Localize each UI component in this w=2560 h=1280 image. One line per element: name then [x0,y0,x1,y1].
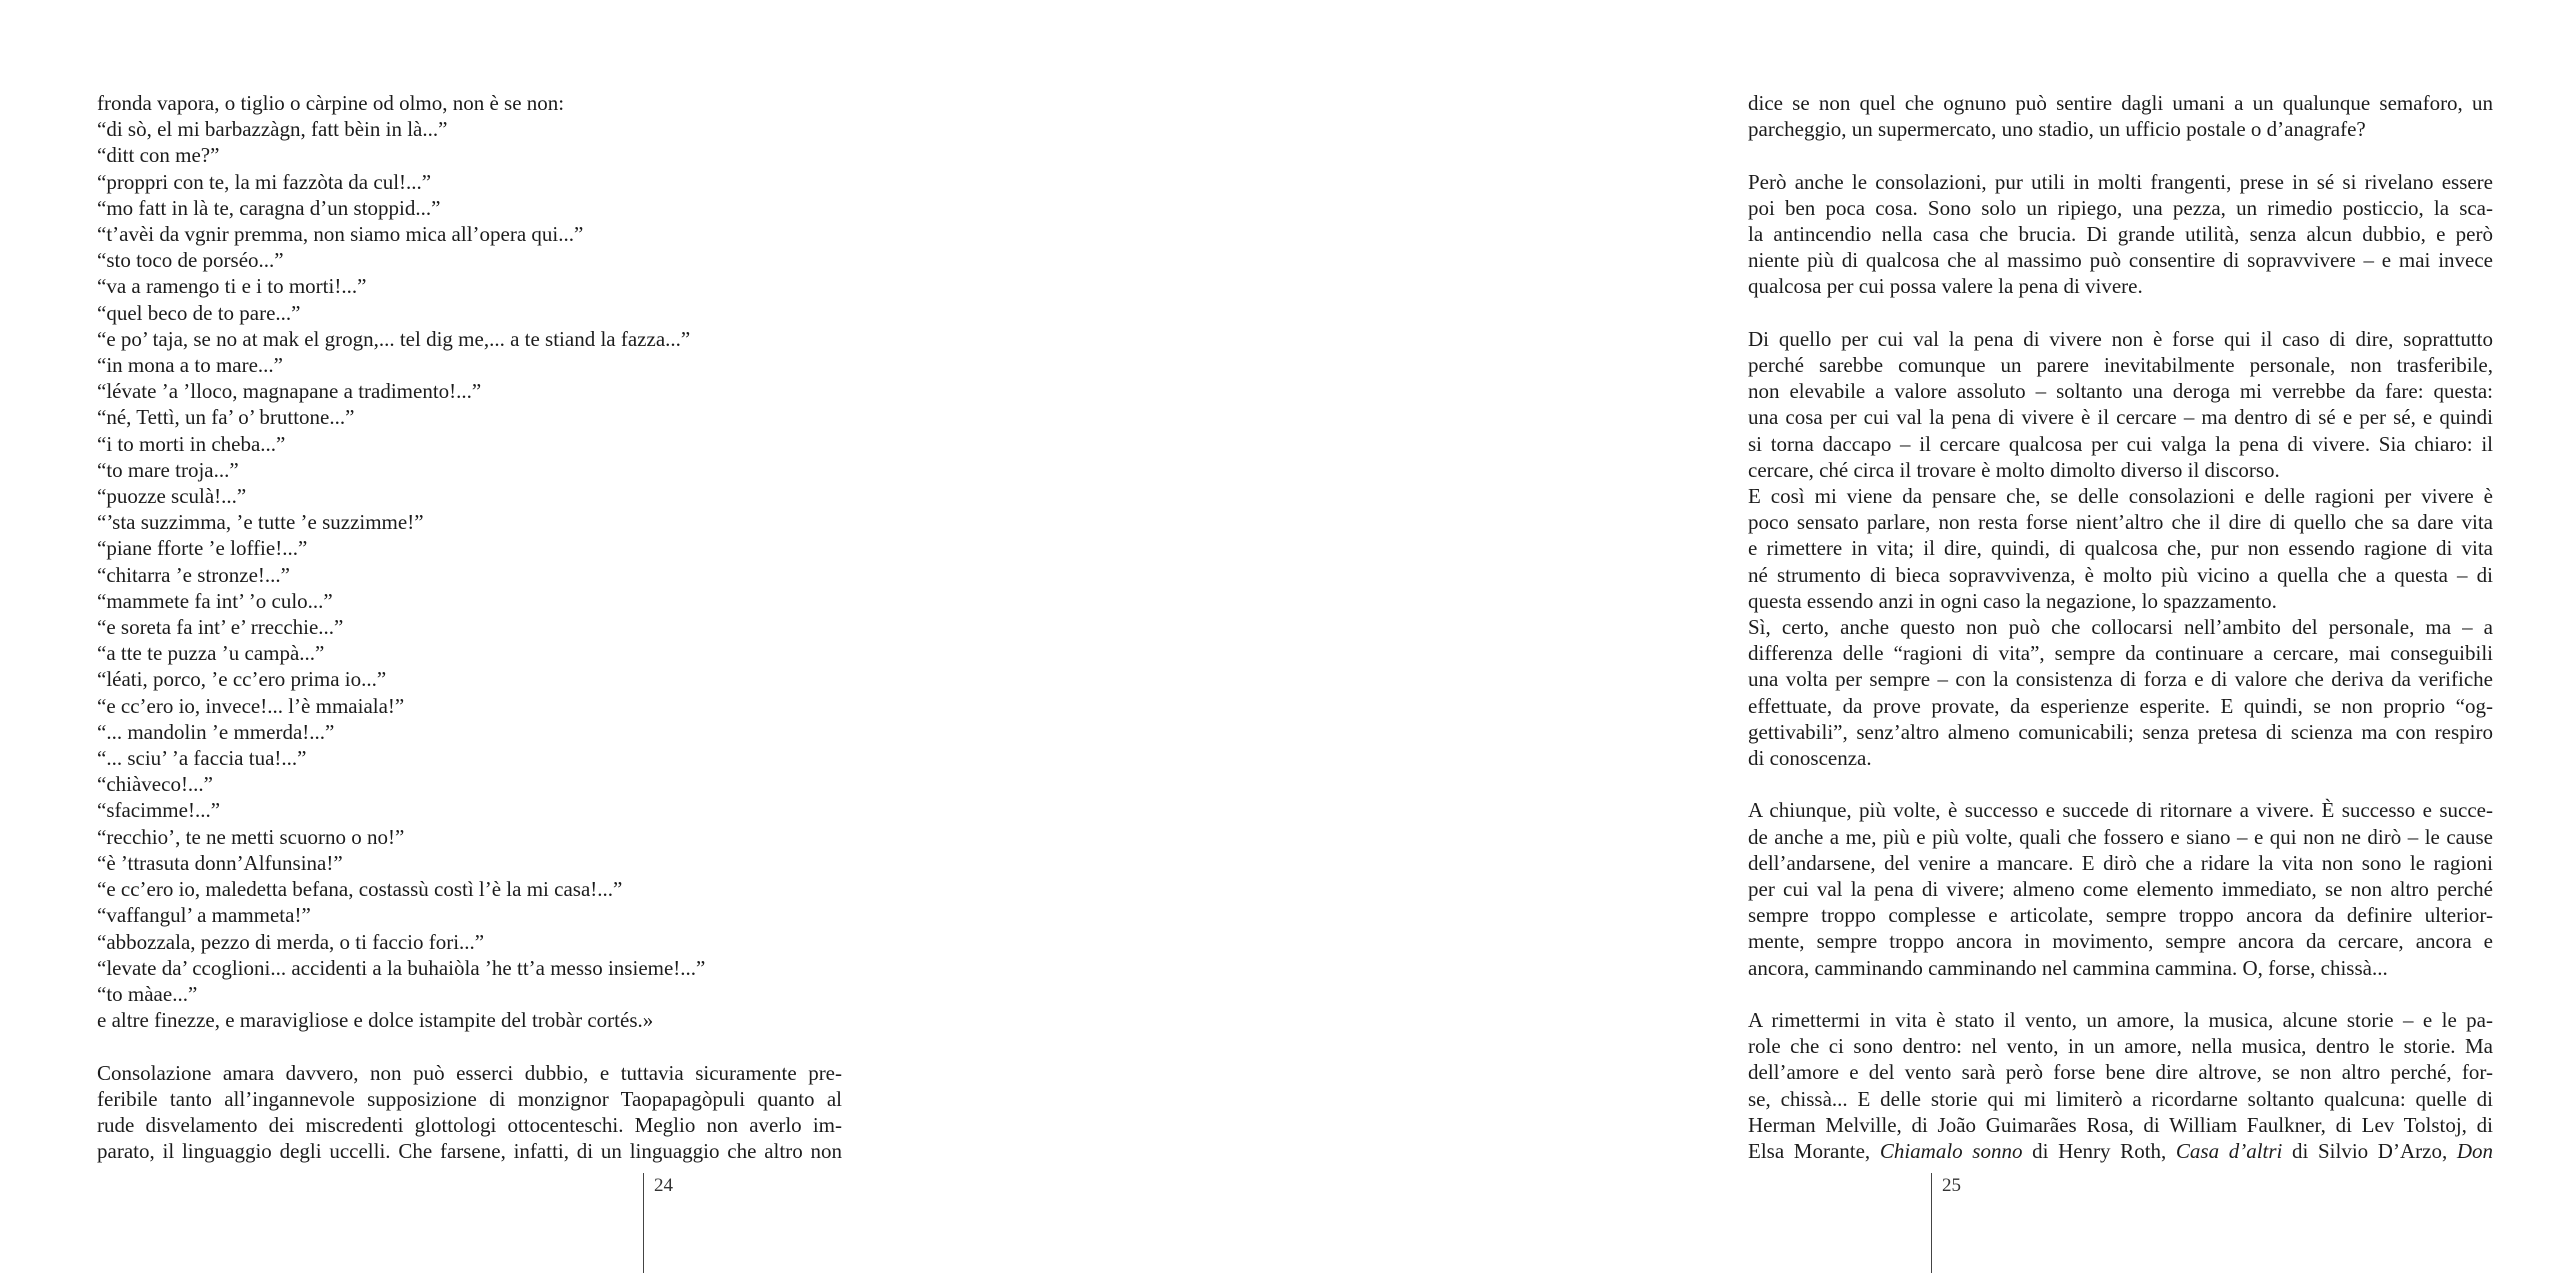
text-line: “proppri con te, la mi fazzòta da cul!...” [97,169,432,194]
text-line: rude disvelamento dei miscredenti glottologi ottocenteschi. Meglio non averlo im- [97,1112,842,1137]
text-line: sempre troppo complesse e articolate, sempre troppo ancora da definire ulterior- [1748,903,2493,928]
text-line: e rimettere in vita; il dire, quindi, di qualcosa che, pur non essendo ragione di vita [1748,536,2493,561]
text-line: Di quello per cui val la pena di vivere non è forse qui il caso di dire, soprattutto [1748,326,2493,351]
text-line: Sì, certo, anche questo non può che collocarsi nell’ambito del personale, ma – a [1748,615,2493,640]
text-line: Herman Melville, di João Guimarães Rosa, di William Faulkner, di Lev Tolstoj, di [1748,1112,2493,1137]
text-line: né strumento di bieca sopravvivenza, è molto più vicino a quella che a questa – di [1748,562,2493,587]
text-line: “’sta suzzimma, ’e tutte ’e suzzimme!” [97,510,424,535]
text-line: “e soreta fa int’ e’ rrecchie...” [97,615,344,640]
text-line: “né, Tettì, un fa’ o’ bruttone...” [97,405,355,430]
text-line: qualcosa per cui possa valere la pena di vivere. [1748,274,2143,299]
text-line: A chiunque, più volte, è successo e succede di ritornare a vivere. È successo e succe- [1748,798,2493,823]
text-line: per cui val la pena di vivere; almeno come elemento immediato, se non altro perché [1748,877,2493,902]
text-line: dell’amore e del vento sarà però forse bene dire altrove, se non altro perché, for- [1748,1060,2493,1085]
text-fragment: Elsa Morante, [1748,1139,1880,1164]
paragraph-gap [1748,981,2493,1007]
text-line: “... sciu’ ’a faccia tua!...” [97,746,307,771]
text-line: “e cc’ero io, maledetta befana, costassù costì l’è la mi casa!...” [97,877,623,902]
text-line: la antincendio nella casa che brucia. Di grande utilità, senza alcun dubbio, e però [1748,222,2493,246]
text-line: cercare, ché circa il trovare è molto dimolto diverso il discorso. [1748,457,2280,482]
text-line: dice se non quel che ognuno può sentire dagli umani a un qualunque semaforo, un [1748,91,2493,115]
right-page [1280,0,2560,1280]
text-line: Però anche le consolazioni, pur utili in molti frangenti, prese in sé si rivelano essere [1748,169,2493,194]
text-line: “quel beco de to pare...” [97,300,301,325]
folio-rule [643,1173,644,1273]
text-line: perché sarebbe comunque un parere inevitabilmente personale, non trasferibile, [1748,353,2493,377]
text-line: si torna daccapo – il cercare qualcosa per cui valga la pena di vivere. Sia chiaro: il [1748,431,2493,456]
text-line: differenza delle “ragioni di vita”, sempre da continuare a cercare, mai conseguibili [1748,641,2493,666]
text-line: “mo fatt in là te, caragna d’un stoppid...” [97,195,441,220]
text-line: gettivabili”, senz’altro almeno comunicabili; senza pretesa di scienza ma con respiro [1748,719,2493,744]
text-line: “di sò, el mi barbazzàgn, fatt bèin in là...” [97,117,448,142]
text-line: e altre finezze, e maravigliose e dolce istampite del trobàr cortés.» [97,1008,654,1033]
text-line: se, chissà... E delle storie qui mi limiterò a ricordarne soltanto qualcuna: quelle di [1748,1086,2493,1111]
text-line: ancora, camminando camminando nel cammina cammina. O, forse, chissà... [1748,955,2388,980]
text-fragment: di Henry Roth, [2022,1139,2176,1164]
text-line: parcheggio, un supermercato, uno stadio, un ufficio postale o d’anagrafe? [1748,117,2366,142]
text-line: parato, il linguaggio degli uccelli. Che farsene, infatti, di un linguaggio che altro non [97,1139,842,1164]
text-line: mente, sempre troppo ancora in movimento, sempre ancora da cercare, ancora e [1748,929,2493,954]
text-line: feribile tanto all’ingannevole supposizione di monzignor Taopapagòpuli quanto al [97,1086,842,1111]
text-line: una volta per sempre – con la consistenza di forza e di valore che deriva da verifiche [1748,667,2493,692]
paragraph-gap [1748,771,2493,797]
text-line: “sto toco de porséo...” [97,248,284,273]
book-title: Casa d’altri [2175,1139,2283,1164]
text-line: “sfacimme!...” [97,798,221,823]
text-line: Consolazione amara davvero, non può esserci dubbio, e tuttavia sicuramente pre- [97,1060,842,1085]
text-line: effettuate, da prove provate, da esperienze esperite. E quindi, se non proprio “og- [1748,693,2493,718]
text-line: “to màae...” [97,981,198,1006]
page-number: 25 [1942,1175,1961,1196]
book-title: Chiamalo sonno [1879,1139,2023,1164]
text-line: “e po’ taja, se no at mak el grogn,... tel dig me,... a te stiand la fazza...” [97,326,691,351]
text-line: “... mandolin ’e mmerda!...” [97,719,335,744]
text-line: E così mi viene da pensare che, se delle consolazioni e delle ragioni per vivere è [1748,484,2493,509]
text-line: “lévate ’a ’lloco, magnapane a tradimento!...” [97,379,482,404]
text-line: una cosa per cui val la pena di vivere è il cercare – ma dentro di sé e per sé, e quindi [1748,405,2493,430]
book-title-start: Don [2456,1139,2493,1164]
text-line: poi ben poca cosa. Sono solo un ripiego, una pezza, un rimedio posticcio, la sca- [1748,195,2493,220]
text-fragment: di Silvio D’Arzo, [2282,1139,2457,1164]
text-line: di conoscenza. [1748,746,1872,771]
paragraph-gap [97,1033,842,1059]
text-line: “ditt con me?” [97,143,220,168]
text-line: fronda vapora, o tiglio o càrpine od olmo, non è se non: [97,91,565,115]
text-line: “piane fforte ’e loffie!...” [97,536,308,561]
text-line: dell’andarsene, del venire a mancare. E dirò che a ridare la vita non sono le ragioni [1748,850,2493,875]
text-line: “recchio’, te ne metti scuorno o no!” [97,824,405,849]
text-line [1748,1138,2493,1164]
text-line: non elevabile a valore assoluto – soltanto una deroga mi verrebbe da fare: questa: [1748,379,2493,404]
text-line: “léati, porco, ’e cc’ero prima io...” [97,667,387,692]
text-line: “è ’ttrasuta donn’Alfunsina!” [97,850,343,875]
paragraph-gap [1748,142,2493,168]
text-line: “va a ramengo ti e i to morti!...” [97,274,367,299]
text-line: “levate da’ ccoglioni... accidenti a la buhaiòla ’he tt’a messo insieme!...” [97,955,706,980]
text-line: de anche a me, più e più volte, quali che fossero e siano – e qui non ne dirò – le cause [1748,824,2493,849]
text-line: “chiàveco!...” [97,772,214,797]
text-line: “to mare troja...” [97,457,239,482]
text-line: “e cc’ero io, invece!... l’è mmaiala!” [97,693,405,718]
text-line: “t’avèi da vgnir premma, non siamo mica all’opera qui...” [97,222,584,247]
text-line: “puozze sculà!...” [97,484,247,509]
text-line: “chitarra ’e stronze!...” [97,562,290,587]
text-line: role che ci sono dentro: nel vento, in un amore, nella musica, dentro le storie. Ma [1748,1034,2493,1059]
page-number: 24 [654,1175,673,1196]
paragraph-gap [1748,300,2493,326]
text-line: niente più di qualcosa che al massimo può consentire di sopravvivere – e mai invece [1748,248,2493,273]
text-line: “i to morti in cheba...” [97,431,286,456]
text-line: “mammete fa int’ ’o culo...” [97,588,333,613]
text-line: “vaffangul’ a mammeta!” [97,903,311,928]
folio-rule [1931,1173,1932,1273]
text-line: “a tte te puzza ’u campà...” [97,641,325,666]
text-line: poco sensato parlare, non resta forse nient’altro che il dire di quello che sa dare vita [1748,510,2493,535]
text-line: “abbozzala, pezzo di merda, o ti faccio fori...” [97,929,485,954]
text-line: “in mona a to mare...” [97,353,284,378]
right-page-text [1748,90,2493,1164]
left-page-text [97,90,842,1164]
text-line: A rimettermi in vita è stato il vento, un amore, la musica, alcune storie – e le pa- [1748,1008,2493,1033]
text-line: questa essendo anzi in ogni caso la negazione, lo spazzamento. [1748,588,2277,613]
